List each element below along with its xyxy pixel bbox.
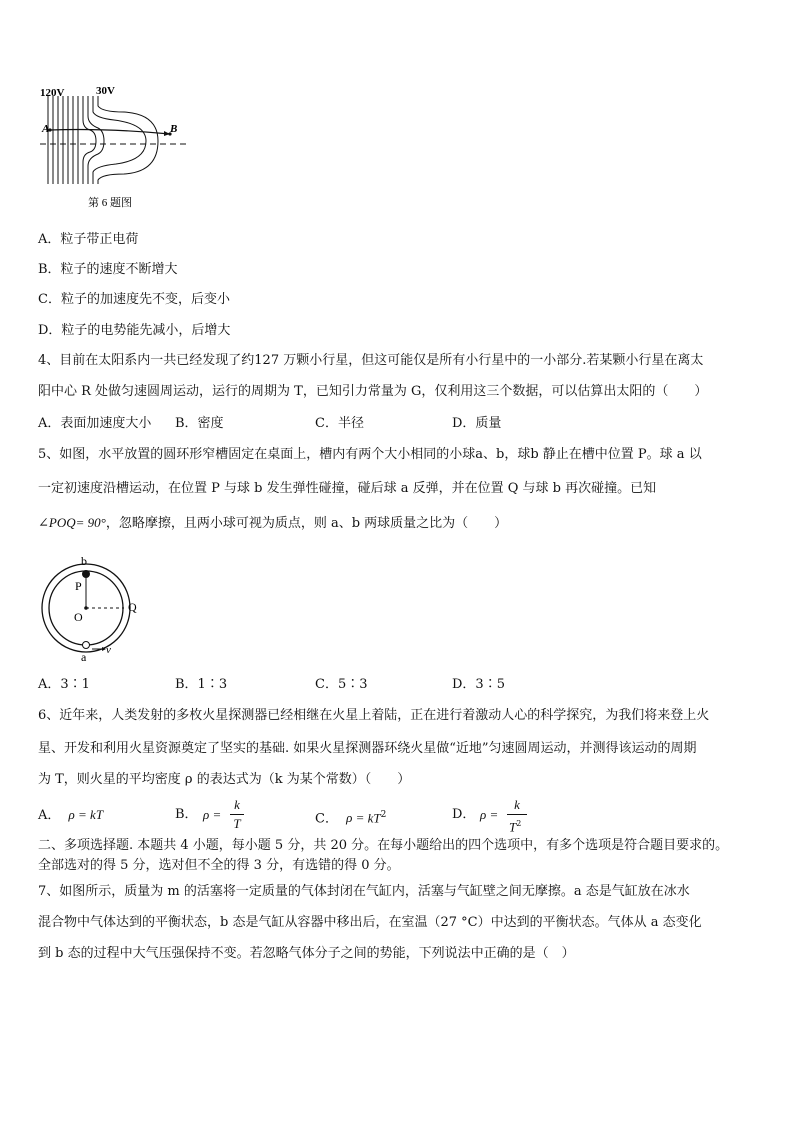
label-30v: 30V [96,85,115,97]
label-120v: 120V [40,87,65,99]
label-b: b [81,554,87,568]
q6-option-d-den-base: T [509,819,517,835]
ball-a [83,642,90,649]
figure-q-field [36,84,188,212]
q6-stem-line3: 为 T，则火星的平均密度 ρ 的表达式为（k 为某个常数）（ ） [38,772,411,787]
q4-stem-line2: 阳中心 R 处做匀速圆周运动，运行的周期为 T，已知引力常量为 G，仅利用这三个数据，可以估算出太阳的（ ） [38,384,708,399]
label-b-point: B [170,123,178,135]
q6-option-d-label: D． [452,807,476,822]
section2-instructions-line1: 二、多项选择题. 本题共 4 小题，每小题 5 分，共 20 分。在每小题给出的四个选项中，有多个选项是符合题目要求的。 [38,838,729,853]
q6-option-c-label: C． [315,811,338,827]
ball-b [82,570,90,578]
q6-option-c-expr: kT [367,810,381,826]
q3-option-a: A．粒子带正电荷 [38,232,139,247]
label-o: O [74,610,83,624]
q5-option-b: B．1∶3 [175,677,228,692]
q6-option-a-label: A． [38,808,61,823]
figure-caption: 第 6 题图 [88,197,132,209]
q6-stem-line2: 星、开发和利用火星资源奠定了坚实的基础. 如果火星探测器环绕火星做“近地”匀速圆周运动，并测得该运动的周期 [38,741,697,756]
q6-option-d-numerator: k [514,797,520,812]
q6-option-a-expr: kT [90,807,104,822]
label-a-point: A [42,123,50,135]
q3-option-d: D．粒子的电势能先减小，后增大 [38,323,231,338]
ring-diagram [36,553,146,665]
field-diagram [36,84,188,212]
q6-option-b-fraction-bar [230,814,244,815]
label-a: a [81,650,87,664]
q6-option-a-lhs: ρ = [68,807,91,822]
figure-q5-ring [36,553,146,665]
q3-option-c: C．粒子的加速度先不变，后变小 [38,292,230,307]
label-q: Q [128,600,137,614]
q6-option-c-exponent: 2 [380,810,387,820]
q5-stem-line3-text: ，忽略摩擦，且两小球可视为质点，则 a、b 两球质量之比为（ ） [105,516,508,531]
q4-option-d: D．质量 [452,416,502,431]
q7-stem-line2: 混合物中气体达到的平衡状态，b 态是气缸从容器中移出后，在室温（27 °C）中达到的平衡状态。气体从 a 态变化 [38,915,702,930]
q6-option-b-numerator: k [234,797,240,812]
q6-option-d-denominator [509,816,527,836]
label-v: v [106,644,111,656]
q5-stem-line3 [38,515,507,532]
q7-stem-line1: 7、如图所示，质量为 m 的活塞将一定质量的气体封闭在气缸内，活塞与气缸壁之间无摩擦。a 态是气缸放在冰水 [38,884,690,899]
q6-option-d-lhs: ρ = [480,807,499,822]
q6-option-c-lhs: ρ = [346,810,368,826]
q6-option-d-fraction-bar [507,814,527,815]
q5-option-d: D．3∶5 [452,677,505,692]
q6-stem-line1: 6、近年来，人类发射的多枚火星探测器已经相继在火星上着陆，正在进行着激动人心的科学探究，为我们将来登上火 [38,708,710,723]
q7-stem-line3: 到 b 态的过程中大气压强保持不变。若忽略气体分子之间的势能，下列说法中正确的是（ ） [38,946,575,961]
q5-option-c: C．5∶3 [315,677,368,692]
section2-instructions-line2: 全部选对的得 5 分，选对但不全的得 3 分，有选错的得 0 分。 [38,858,400,873]
q4-stem-line1: 4、目前在太阳系内一共已经发现了约127 万颗小行星，但这可能仅是所有小行星中的一小部分.若某颗小行星在离太 [38,353,704,368]
q3-option-b: B．粒子的速度不断增大 [38,262,178,277]
q6-option-a [38,807,103,824]
q5-option-a: A．3∶1 [38,677,90,692]
q6-option-b-label: B． [175,807,198,822]
q6-option-d-den-exponent: 2 [516,819,522,828]
q4-option-b: B．密度 [175,416,224,431]
q4-option-a: A．表面加速度大小 [38,416,152,431]
q6-option-b-lhs: ρ = [203,807,222,822]
q4-option-c: C．半径 [315,416,364,431]
label-p: P [75,579,82,593]
q5-angle-expr: ∠POQ= 90° [38,515,106,530]
q6-option-c [315,807,386,827]
q5-stem-line2: 一定初速度沿槽运动，在位置 P 与球 b 发生弹性碰撞，碰后球 a 反弹，并在位置 Q 与球 b 再次碰撞。已知 [38,481,657,496]
q5-stem-line1: 5、如图，水平放置的圆环形窄槽固定在桌面上，槽内有两个大小相同的小球a、b，球b 静止在槽中位置 P。球 a 以 [38,447,702,462]
q6-option-b-denominator: T [233,816,241,831]
